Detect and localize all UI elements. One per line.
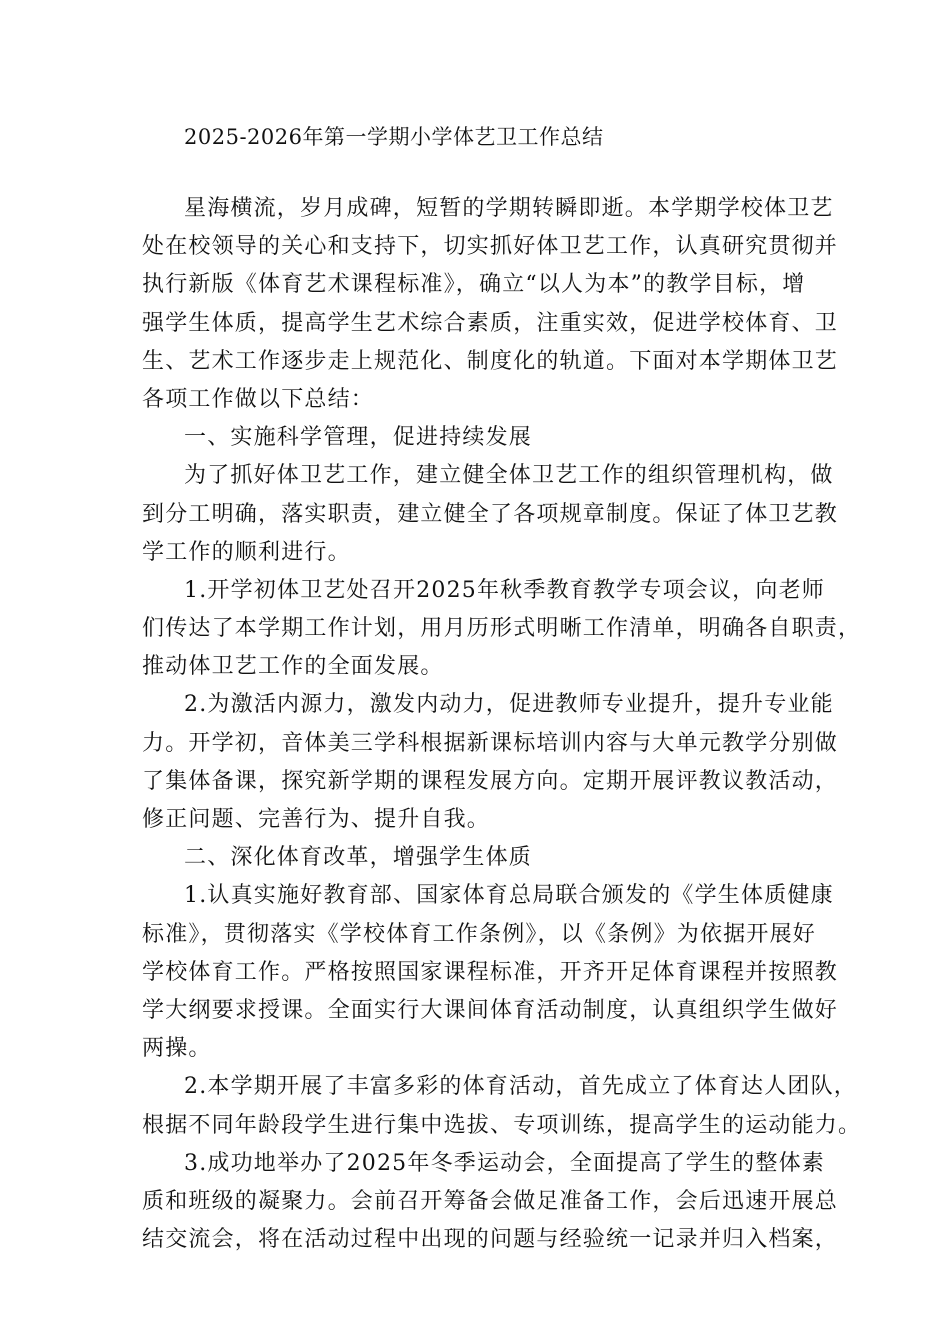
text-line: 学大纲要求授课。全面实行大课间体育活动制度，认真组织学生做好 [142, 997, 839, 1023]
text-line: 1.开学初体卫艺处召开2025年秋季教育教学专项会议，向老师 [184, 577, 825, 603]
text-line: 为了抓好体卫艺工作，建立健全体卫艺工作的组织管理机构，做 [184, 463, 834, 489]
document-title: 2025-2026年第一学期小学体艺卫工作总结 [184, 125, 604, 149]
text-line: 学工作的顺利进行。 [142, 539, 351, 565]
text-line: 质和班级的凝聚力。会前召开筹备会做足准备工作，会后迅速开展总 [142, 1188, 839, 1214]
text-line: 二、深化体育改革，增强学生体质 [184, 845, 533, 871]
text-line: 星海横流，岁月成碑，短暂的学期转瞬即逝。本学期学校体卫艺 [184, 196, 834, 221]
text-line: 处在校领导的关心和支持下，切实抓好体卫艺工作，认真研究贯彻并 [142, 234, 839, 260]
text-line: 标准》，贯彻落实《学校体育工作条例》，以《条例》为依据开展好 [142, 921, 817, 947]
text-line: 3.成功地举办了2025年冬季运动会，全面提高了学生的整体素 [184, 1150, 825, 1176]
text-line: 2.为激活内源力，激发内动力，促进教师专业提升，提升专业能 [184, 692, 834, 718]
text-line: 2.本学期开展了丰富多彩的体育活动，首先成立了体育达人团队， [184, 1074, 857, 1100]
text-line: 各项工作做以下总结： [142, 386, 375, 412]
text-line: 两操。 [142, 1036, 212, 1062]
text-line: 根据不同年龄段学生进行集中选拔、专项训练，提高学生的运动能力。 [142, 1112, 862, 1138]
text-line: 学校体育工作。严格按照国家课程标准，开齐开足体育课程并按照教 [142, 959, 839, 985]
text-line: 生、艺术工作逐步走上规范化、制度化的轨道。下面对本学期体卫艺 [142, 348, 839, 374]
text-line: 一、实施科学管理，促进持续发展 [184, 425, 533, 451]
text-line: 1.认真实施好教育部、国家体育总局联合颁发的《学生体质健康 [184, 883, 834, 909]
text-line: 修正问题、完善行为、提升自我。 [142, 807, 491, 832]
document-body [142, 190, 862, 1259]
text-line: 了集体备课，探究新学期的课程发展方向。定期开展评教议教活动， [142, 768, 839, 794]
text-line: 执行新版《体育艺术课程标准》，确立“以人为本”的教学目标，增 [142, 272, 806, 298]
text-line: 们传达了本学期工作计划，用月历形式明晰工作清单，明确各自职责， [142, 616, 862, 642]
text-line: 结交流会，将在活动过程中出现的问题与经验统一记录并归入档案， [142, 1227, 839, 1253]
text-line: 强学生体质，提高学生艺术综合素质，注重实效，促进学校体育、卫 [142, 310, 839, 336]
text-line: 到分工明确，落实职责，建立健全了各项规章制度。保证了体卫艺教 [142, 501, 839, 527]
text-line: 力。开学初，音体美三学科根据新课标培训内容与大单元教学分别做 [142, 730, 839, 756]
text-line: 推动体卫艺工作的全面发展。 [142, 654, 444, 680]
